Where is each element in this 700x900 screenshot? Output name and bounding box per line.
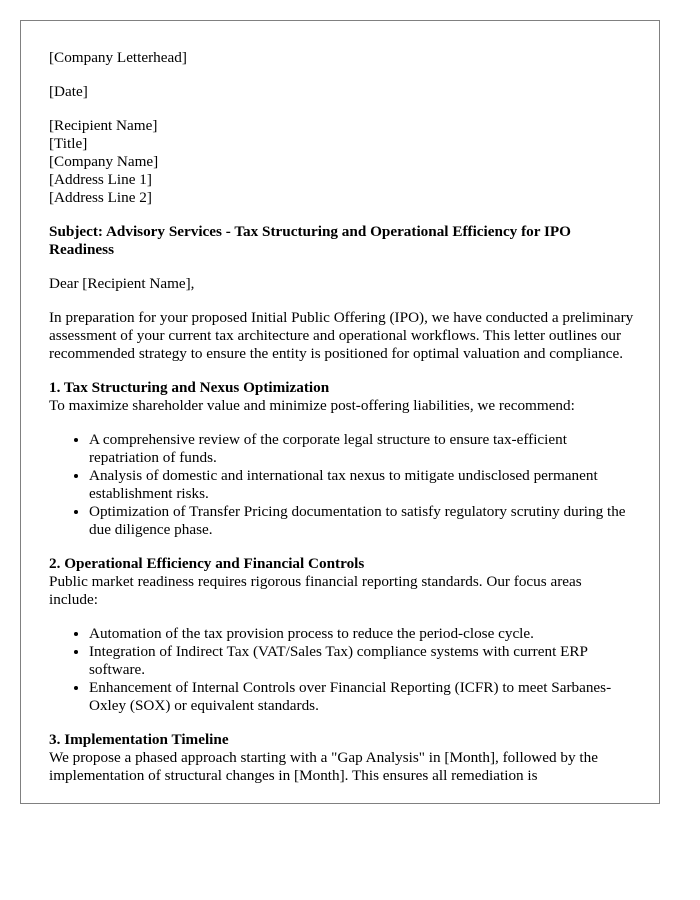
recipient-title: [Title] [49,135,88,152]
list-item: • Enhancement of Internal Controls over Financial Reporting (ICFR) to meet Sarbanes-Oxley (SOX) or equivalent standards. [89,679,634,715]
subject-line: Subject: Advisory Services - Tax Structuring and Operational Efficiency for IPO Readiness [49,223,571,258]
list-item: • Optimization of Transfer Pricing documentation to satisfy regulatory scrutiny during the due diligence phase. [89,503,634,539]
section-heading: 3. Implementation Timeline [49,731,229,748]
list-item: • Automation of the tax provision process to reduce the period-close cycle. [89,625,634,643]
letter-page [20,20,660,804]
date: [Date] [49,83,88,100]
section-1 [49,379,634,539]
section-text: We propose a phased approach starting with a "Gap Analysis" in [Month], followed by the implementation of structural changes in [Month]. This ensures all remediation is [49,749,598,784]
section-text: Public market readiness requires rigorous financial reporting standards. Our focus areas include: [49,573,582,608]
letter-content [49,49,634,785]
section-2 [49,555,634,715]
bullet-list [49,625,634,715]
bullet-list [49,431,634,539]
salutation: Dear [Recipient Name], [49,275,195,292]
section-heading: 2. Operational Efficiency and Financial Controls [49,555,365,572]
list-item: • A comprehensive review of the corporate legal structure to ensure tax-efficient repatriation of funds. [89,431,634,467]
recipient-company: [Company Name] [49,153,159,170]
list-item: • Integration of Indirect Tax (VAT/Sales Tax) compliance systems with current ERP software. [89,643,634,679]
recipient-name: [Recipient Name] [49,117,158,134]
letterhead: [Company Letterhead] [49,49,187,66]
recipient-address [49,117,634,207]
section-3 [49,731,634,785]
recipient-address-line-1: [Address Line 1] [49,171,152,188]
intro-paragraph: In preparation for your proposed Initial Public Offering (IPO), we have conducted a preliminary assessment of your current tax architecture and operational workflows. This letter outlines our recommended strategy to ensure the entity is positioned for optimal valuation and compliance. [49,309,634,362]
list-item: • Analysis of domestic and international tax nexus to mitigate undisclosed permanent establishment risks. [89,467,634,503]
recipient-address-line-2: [Address Line 2] [49,189,152,206]
section-text: To maximize shareholder value and minimize post-offering liabilities, we recommend: [49,397,575,414]
section-heading: 1. Tax Structuring and Nexus Optimization [49,379,330,396]
